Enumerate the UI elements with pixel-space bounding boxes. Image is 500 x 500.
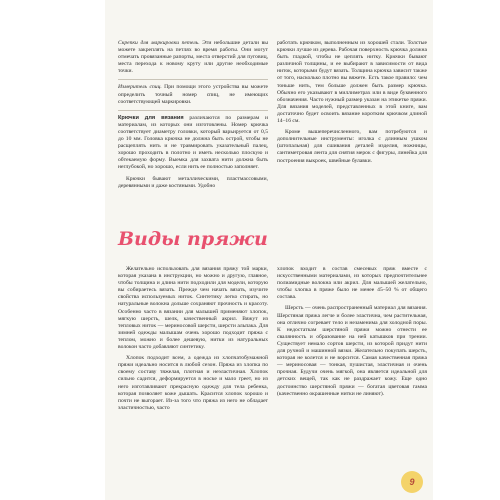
text-hook-materials: Крючки бывают металлическими, пластмассовыми, деревянными и даже костяными. Удобно: [118, 175, 268, 189]
bottom-left-column: [118, 266, 268, 416]
paragraph-cotton-blend: хлопок входит в состав смесевых пряж вместе с искусственными материалами, из которых предпочтительнее полиамидные волокна или акрил. Для малышей желательно, чтобы хлопка в пряже было не менее 45–50 % от общего состава.: [277, 266, 427, 301]
top-right-column: [277, 40, 427, 169]
text-hooks: различаются по размерам и материалам, из которых они изготовлены. Номер крючка соответствует диаметру головки, который варьируется от 0,5 до 10 мм. Головка крючка не должна быть острой, чтобы не расщеплять нить и не травмировать указательный палец, хорошо проходить в полотно и иметь несколько плоскую и обтекаемую форму. Выемка для захвата нити должна быть неглубокой, но хорошо, если нить ее полностью заполняет.: [118, 114, 269, 171]
paragraph-hook-work: работать крючком, выполненным из хорошей стали. Толстые крючки лучше из дерева. Рабочая поверхность крючка должна быть гладкой, чтобы не цеплять нитку. Крючки бывают различной толщины, и ее выбирают в зависимости от вида ниток, которыми будут вязать. Толщина крючка зависит также от того, насколько плотно вы вяжете. Есть такое правило: чем тоньше нить, тем больше должен быть размер крючка. Обычно его указывают в миллиметрах или в виде буквенного обозначения. Часто нужный размер указан на этикетке пряжи. Для вязания моделей, представленных в этой книге, вам достаточно будет освоить вязание коротким крючком длиной 14–16 см.: [277, 40, 427, 125]
paragraph-yarn-choice: Желательно использовать для вязания пряжу той марки, которая указана в инструкции, но можно и другую, главное, чтобы толщина и длина нити подходили для модели, которую вы собираетесь вязать. Прежде чем начать вязать, изучите свойства используемых ниток. Синтетику легко стирать, но натуральные волокна дольше сохраняют прочность и красоту. Особенно часто в вязании для малышей применяют хлопок, мягкую шерсть, шелк, качественный акрил. Вяжут из тепловых ниток — мериносовой шерсти, шерсти альпака. Для зимней одежды малышам очень хорошо подходит пряжа с теплом, можно и более дешевую, нитки из натуральных волокон часто добавляют синтетику.: [118, 266, 268, 351]
page-number: 9: [409, 477, 415, 487]
bottom-right-column: [277, 266, 427, 402]
text-markers: Эти небольшие детали вы можете закреплять на петлях во время работы. Они могут отмечать провязанные рапорты, места отверстий для пуговиц, места перехода к новому круту или другие необходимые точки.: [118, 40, 268, 75]
page-number-badge: [401, 471, 423, 493]
paragraph-wool: Шерсть — очень распространенный материал для вязания. Шерстяная пряжа легче и более эластична, чем растительная, она отлично согревает тело и незаменима для холодной поры. К недостаткам шерстяной пряжи можно отнести ее свалянность и образование на ней катышков при трении. Существует немало сортов шерсти, из которой придут нити для ручной и машинной вязки. Желательно покупать шерсть, которая не колется и не ворсится. Самая качественная пряжа — мериносовая — тонкая, пушистая, эластичная и очень прочная. Будучи очень мягкой, она является идеальной для детских вещей, так как не раздражает кожу. Еще одно достоинство шерстяной пряжи — богатая цветовая гамма (качественно окрашенные нитки не линяют).: [277, 305, 427, 397]
paragraph-hooks: [118, 115, 268, 172]
section-heading: Виды пряжи: [118, 228, 268, 250]
divider: [118, 79, 268, 80]
book-page: [105, 0, 433, 500]
paragraph-tools: Кроме вышеперечисленного, вам потребуются и дополнительные инструменты: иголка с длинным ушком (штопальная) для сшивания деталей изделия, ножницы, сантиметровая лента для снятия мерок с фигуры, линейка для построения выкроек, швейные булавки.: [277, 129, 427, 164]
paragraph-hook-materials: [118, 176, 268, 190]
lead-gauge: Измеритель спиц.: [118, 84, 162, 91]
lead-markers: Скрепки для маркировки петель.: [118, 40, 200, 46]
paragraph-cotton: Хлопок подходит всем, а одежда из хлопчатобумажной пряжи идеально носится в любой сезон. Пряжа из хлопка по своему составу тяжелая, плотная и неэластичная. Хлопок сильно садится, деформируется в носке и мало греет, но из него изготавливают прекрасную одежду для тела ребенка, которая позволяет коже дышать. Красится хлопок хорошо и почти не выгорает. Из-за того что пряжа из него не обладает эластичностью, часто: [118, 355, 268, 411]
paragraph-gauge: [118, 84, 268, 105]
top-left-column: [118, 40, 268, 194]
lead-hooks: Крючки для вязания: [118, 114, 184, 121]
text-gauge: При помощи этого устройства вы можете определить точный номер спиц, не имеющих соответствующей маркировки.: [118, 84, 268, 105]
divider: [118, 110, 268, 111]
paragraph-markers: [118, 40, 268, 75]
